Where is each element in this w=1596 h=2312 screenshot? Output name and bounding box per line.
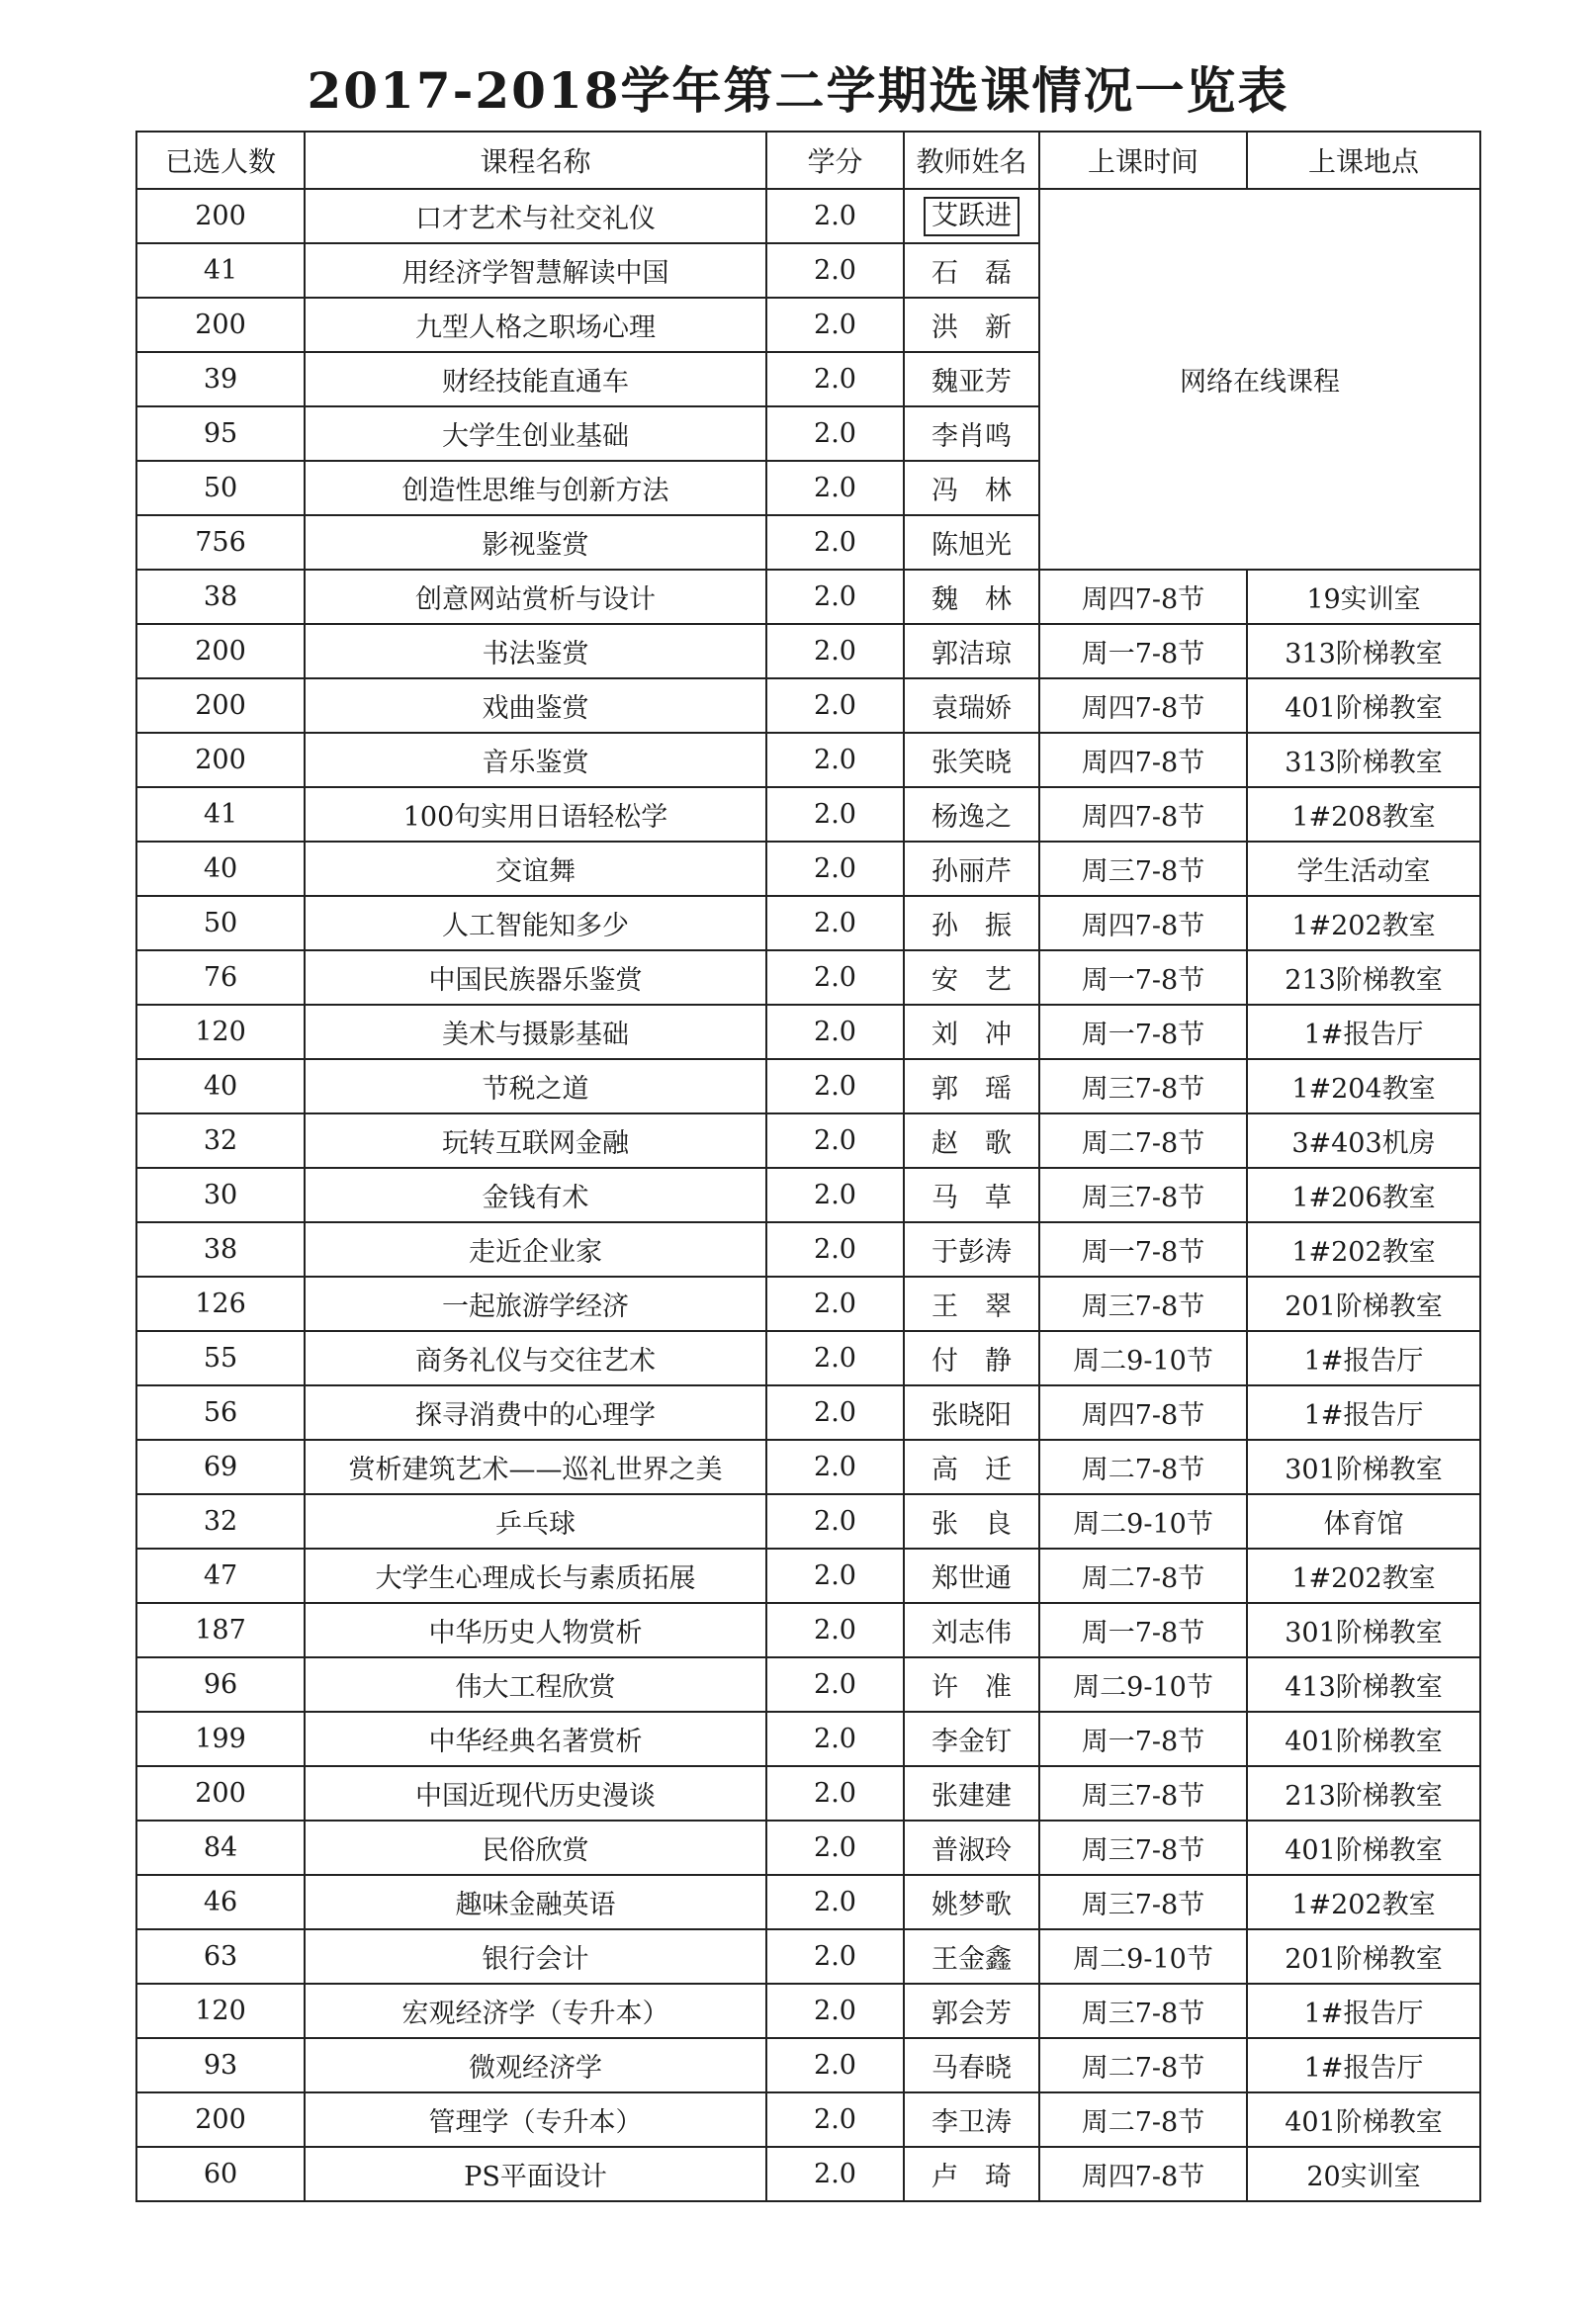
- selected-count-cell: 200: [136, 624, 305, 678]
- credit-cell: 2.0: [766, 624, 904, 678]
- table-row: [136, 1603, 1480, 1657]
- header-selected: 已选人数: [136, 132, 305, 189]
- table-row: [136, 1494, 1480, 1549]
- class-time-cell: 周一7-8节: [1039, 1005, 1247, 1059]
- teacher-name-cell: 王金鑫: [904, 1929, 1039, 1984]
- selected-count-cell: 50: [136, 896, 305, 950]
- credit-cell: 2.0: [766, 1494, 904, 1549]
- credit-cell: 2.0: [766, 842, 904, 896]
- credit-cell: 2.0: [766, 515, 904, 570]
- class-location-cell: 1#报告厅: [1247, 1005, 1480, 1059]
- class-location-cell: 19实训室: [1247, 570, 1480, 624]
- teacher-name-cell: 马 草: [904, 1168, 1039, 1222]
- header-teacher: 教师姓名: [904, 132, 1039, 189]
- course-name-cell: 微观经济学: [305, 2038, 766, 2092]
- table-row: [136, 950, 1480, 1005]
- class-location-cell: 1#202教室: [1247, 1222, 1480, 1277]
- selected-count-cell: 30: [136, 1168, 305, 1222]
- class-location-cell: 1#208教室: [1247, 787, 1480, 842]
- header-course: 课程名称: [305, 132, 766, 189]
- course-name-cell: PS平面设计: [305, 2147, 766, 2201]
- class-location-cell: 1#202教室: [1247, 1549, 1480, 1603]
- credit-cell: 2.0: [766, 1005, 904, 1059]
- class-time-cell: 周三7-8节: [1039, 1875, 1247, 1929]
- teacher-name-cell: 陈旭光: [904, 515, 1039, 570]
- course-name-cell: 商务礼仪与交往艺术: [305, 1331, 766, 1385]
- class-time-cell: 周二9-10节: [1039, 1657, 1247, 1712]
- course-name-cell: 口才艺术与社交礼仪: [305, 189, 766, 243]
- credit-cell: 2.0: [766, 1984, 904, 2038]
- course-name-cell: 影视鉴赏: [305, 515, 766, 570]
- class-time-cell: 周一7-8节: [1039, 1712, 1247, 1766]
- table-row: [136, 2038, 1480, 2092]
- course-name-cell: 民俗欣赏: [305, 1821, 766, 1875]
- class-time-cell: 周一7-8节: [1039, 1603, 1247, 1657]
- table-row: [136, 1222, 1480, 1277]
- teacher-name-cell: 安 艺: [904, 950, 1039, 1005]
- table-row: [136, 1113, 1480, 1168]
- selected-count-cell: 41: [136, 243, 305, 298]
- course-name-cell: 大学生创业基础: [305, 406, 766, 461]
- table-row: [136, 1168, 1480, 1222]
- course-name-cell: 走近企业家: [305, 1222, 766, 1277]
- teacher-name-cell: 卢 琦: [904, 2147, 1039, 2201]
- selected-count-cell: 756: [136, 515, 305, 570]
- teacher-name-cell: 郭洁琼: [904, 624, 1039, 678]
- class-location-cell: 3#403机房: [1247, 1113, 1480, 1168]
- course-name-cell: 玩转互联网金融: [305, 1113, 766, 1168]
- teacher-name-cell: 马春晓: [904, 2038, 1039, 2092]
- credit-cell: 2.0: [766, 896, 904, 950]
- class-location-cell: 201阶梯教室: [1247, 1929, 1480, 1984]
- class-location-cell: 1#202教室: [1247, 896, 1480, 950]
- teacher-name-cell: 张建建: [904, 1766, 1039, 1821]
- class-location-cell: 213阶梯教室: [1247, 1766, 1480, 1821]
- table-row: [136, 1712, 1480, 1766]
- selected-count-cell: 95: [136, 406, 305, 461]
- selected-count-cell: 40: [136, 1059, 305, 1113]
- table-row: [136, 1657, 1480, 1712]
- table-row: [136, 733, 1480, 787]
- course-table: [135, 131, 1481, 2202]
- credit-cell: 2.0: [766, 678, 904, 733]
- selected-count-cell: 120: [136, 1005, 305, 1059]
- selected-count-cell: 126: [136, 1277, 305, 1331]
- class-time-cell: 周一7-8节: [1039, 624, 1247, 678]
- course-name-cell: 探寻消费中的心理学: [305, 1385, 766, 1440]
- table-row: [136, 1005, 1480, 1059]
- table-row: [136, 2092, 1480, 2147]
- selected-count-cell: 38: [136, 570, 305, 624]
- selected-count-cell: 96: [136, 1657, 305, 1712]
- teacher-name-cell: 郭会芳: [904, 1984, 1039, 2038]
- class-time-cell: 周三7-8节: [1039, 842, 1247, 896]
- table-row: [136, 678, 1480, 733]
- selected-count-cell: 55: [136, 1331, 305, 1385]
- course-name-cell: 银行会计: [305, 1929, 766, 1984]
- table-body: [136, 189, 1480, 2201]
- table-row: [136, 1875, 1480, 1929]
- credit-cell: 2.0: [766, 1549, 904, 1603]
- class-location-cell: 体育馆: [1247, 1494, 1480, 1549]
- class-location-cell: 401阶梯教室: [1247, 1712, 1480, 1766]
- credit-cell: 2.0: [766, 1331, 904, 1385]
- class-location-cell: 学生活动室: [1247, 842, 1480, 896]
- selected-count-cell: 69: [136, 1440, 305, 1494]
- credit-cell: 2.0: [766, 243, 904, 298]
- teacher-name-boxed: 艾跃进: [924, 197, 1020, 236]
- selected-count-cell: 41: [136, 787, 305, 842]
- teacher-name-cell: 刘志伟: [904, 1603, 1039, 1657]
- credit-cell: 2.0: [766, 1440, 904, 1494]
- table-row: [136, 1385, 1480, 1440]
- teacher-name-cell: 孙 振: [904, 896, 1039, 950]
- teacher-name-cell: 于彭涛: [904, 1222, 1039, 1277]
- class-time-cell: 周四7-8节: [1039, 1385, 1247, 1440]
- class-location-cell: 401阶梯教室: [1247, 1821, 1480, 1875]
- class-time-cell: 周一7-8节: [1039, 1222, 1247, 1277]
- selected-count-cell: 76: [136, 950, 305, 1005]
- class-time-cell: 周四7-8节: [1039, 896, 1247, 950]
- course-name-cell: 趣味金融英语: [305, 1875, 766, 1929]
- class-location-cell: 1#报告厅: [1247, 2038, 1480, 2092]
- selected-count-cell: 84: [136, 1821, 305, 1875]
- class-time-cell: 周四7-8节: [1039, 733, 1247, 787]
- credit-cell: 2.0: [766, 1657, 904, 1712]
- credit-cell: 2.0: [766, 2147, 904, 2201]
- selected-count-cell: 38: [136, 1222, 305, 1277]
- course-name-cell: 一起旅游学经济: [305, 1277, 766, 1331]
- class-time-cell: 周三7-8节: [1039, 1821, 1247, 1875]
- selected-count-cell: 32: [136, 1494, 305, 1549]
- header-location: 上课地点: [1247, 132, 1480, 189]
- credit-cell: 2.0: [766, 787, 904, 842]
- course-name-cell: 金钱有术: [305, 1168, 766, 1222]
- class-location-cell: 413阶梯教室: [1247, 1657, 1480, 1712]
- class-time-cell: 周三7-8节: [1039, 1168, 1247, 1222]
- class-location-cell: 313阶梯教室: [1247, 624, 1480, 678]
- table-row: [136, 189, 1480, 243]
- table-row: [136, 1821, 1480, 1875]
- course-name-cell: 管理学（专升本）: [305, 2092, 766, 2147]
- class-location-cell: 1#204教室: [1247, 1059, 1480, 1113]
- credit-cell: 2.0: [766, 1821, 904, 1875]
- teacher-name-cell: 魏 林: [904, 570, 1039, 624]
- teacher-name-cell: 洪 新: [904, 298, 1039, 352]
- selected-count-cell: 120: [136, 1984, 305, 2038]
- class-time-cell: 周四7-8节: [1039, 787, 1247, 842]
- course-name-cell: 大学生心理成长与素质拓展: [305, 1549, 766, 1603]
- course-name-cell: 用经济学智慧解读中国: [305, 243, 766, 298]
- credit-cell: 2.0: [766, 570, 904, 624]
- credit-cell: 2.0: [766, 406, 904, 461]
- selected-count-cell: 50: [136, 461, 305, 515]
- credit-cell: 2.0: [766, 1168, 904, 1222]
- table-row: [136, 1984, 1480, 2038]
- class-time-cell: 周三7-8节: [1039, 1059, 1247, 1113]
- teacher-name-cell: 高 迁: [904, 1440, 1039, 1494]
- table-row: [136, 624, 1480, 678]
- course-name-cell: 乒乓球: [305, 1494, 766, 1549]
- teacher-name-cell: 郑世通: [904, 1549, 1039, 1603]
- class-location-cell: 1#报告厅: [1247, 1984, 1480, 2038]
- class-location-cell: 313阶梯教室: [1247, 733, 1480, 787]
- class-location-cell: 401阶梯教室: [1247, 678, 1480, 733]
- teacher-name-cell: 姚梦歌: [904, 1875, 1039, 1929]
- selected-count-cell: 200: [136, 678, 305, 733]
- selected-count-cell: 200: [136, 1766, 305, 1821]
- course-name-cell: 中华经典名著赏析: [305, 1712, 766, 1766]
- course-name-cell: 宏观经济学（专升本）: [305, 1984, 766, 2038]
- credit-cell: 2.0: [766, 1277, 904, 1331]
- selected-count-cell: 200: [136, 189, 305, 243]
- credit-cell: 2.0: [766, 2038, 904, 2092]
- class-time-cell: 周四7-8节: [1039, 2147, 1247, 2201]
- class-location-cell: 213阶梯教室: [1247, 950, 1480, 1005]
- credit-cell: 2.0: [766, 1712, 904, 1766]
- class-location-cell: 301阶梯教室: [1247, 1440, 1480, 1494]
- table-row: [136, 1549, 1480, 1603]
- teacher-name-cell: 李肖鸣: [904, 406, 1039, 461]
- class-time-cell: 周二9-10节: [1039, 1331, 1247, 1385]
- course-name-cell: 交谊舞: [305, 842, 766, 896]
- credit-cell: 2.0: [766, 1603, 904, 1657]
- course-name-cell: 中国近现代历史漫谈: [305, 1766, 766, 1821]
- course-name-cell: 九型人格之职场心理: [305, 298, 766, 352]
- course-name-cell: 节税之道: [305, 1059, 766, 1113]
- table-row: [136, 1440, 1480, 1494]
- credit-cell: 2.0: [766, 950, 904, 1005]
- teacher-name-cell: 孙丽芹: [904, 842, 1039, 896]
- teacher-name-cell: 张笑晓: [904, 733, 1039, 787]
- course-name-cell: 伟大工程欣赏: [305, 1657, 766, 1712]
- selected-count-cell: 187: [136, 1603, 305, 1657]
- table-row: [136, 2147, 1480, 2201]
- selected-count-cell: 32: [136, 1113, 305, 1168]
- teacher-name-cell: 袁瑞娇: [904, 678, 1039, 733]
- table-row: [136, 1331, 1480, 1385]
- credit-cell: 2.0: [766, 352, 904, 406]
- credit-cell: 2.0: [766, 189, 904, 243]
- teacher-name-cell: [904, 189, 1039, 243]
- class-time-cell: 周二9-10节: [1039, 1929, 1247, 1984]
- table-row: [136, 787, 1480, 842]
- credit-cell: 2.0: [766, 1875, 904, 1929]
- class-time-cell: 周二7-8节: [1039, 1440, 1247, 1494]
- header-time: 上课时间: [1039, 132, 1247, 189]
- class-time-cell: 周二7-8节: [1039, 2038, 1247, 2092]
- teacher-name-cell: 郭 瑶: [904, 1059, 1039, 1113]
- course-name-cell: 戏曲鉴赏: [305, 678, 766, 733]
- selected-count-cell: 60: [136, 2147, 305, 2201]
- course-name-cell: 100句实用日语轻松学: [305, 787, 766, 842]
- selected-count-cell: 199: [136, 1712, 305, 1766]
- course-name-cell: 音乐鉴赏: [305, 733, 766, 787]
- online-course-cell: 网络在线课程: [1039, 189, 1480, 570]
- selected-count-cell: 200: [136, 298, 305, 352]
- course-name-cell: 人工智能知多少: [305, 896, 766, 950]
- class-location-cell: 20实训室: [1247, 2147, 1480, 2201]
- teacher-name-cell: 刘 冲: [904, 1005, 1039, 1059]
- class-location-cell: 301阶梯教室: [1247, 1603, 1480, 1657]
- credit-cell: 2.0: [766, 1113, 904, 1168]
- class-location-cell: 401阶梯教室: [1247, 2092, 1480, 2147]
- course-name-cell: 中国民族器乐鉴赏: [305, 950, 766, 1005]
- teacher-name-cell: 李金钉: [904, 1712, 1039, 1766]
- teacher-name-cell: 石 磊: [904, 243, 1039, 298]
- table-row: [136, 1059, 1480, 1113]
- selected-count-cell: 200: [136, 733, 305, 787]
- teacher-name-cell: 许 准: [904, 1657, 1039, 1712]
- header-credit: 学分: [766, 132, 904, 189]
- credit-cell: 2.0: [766, 1222, 904, 1277]
- selected-count-cell: 40: [136, 842, 305, 896]
- class-time-cell: 周二7-8节: [1039, 1549, 1247, 1603]
- course-name-cell: 赏析建筑艺术——巡礼世界之美: [305, 1440, 766, 1494]
- class-time-cell: 周一7-8节: [1039, 950, 1247, 1005]
- class-time-cell: 周二7-8节: [1039, 1113, 1247, 1168]
- class-time-cell: 周四7-8节: [1039, 678, 1247, 733]
- teacher-name-cell: 张 良: [904, 1494, 1039, 1549]
- class-location-cell: 1#206教室: [1247, 1168, 1480, 1222]
- credit-cell: 2.0: [766, 733, 904, 787]
- course-name-cell: 创意网站赏析与设计: [305, 570, 766, 624]
- selected-count-cell: 93: [136, 2038, 305, 2092]
- teacher-name-cell: 冯 林: [904, 461, 1039, 515]
- teacher-name-cell: 王 翠: [904, 1277, 1039, 1331]
- teacher-name-cell: 付 静: [904, 1331, 1039, 1385]
- table-row: [136, 896, 1480, 950]
- selected-count-cell: 47: [136, 1549, 305, 1603]
- selected-count-cell: 39: [136, 352, 305, 406]
- table-row: [136, 1929, 1480, 1984]
- table-row: [136, 1766, 1480, 1821]
- class-time-cell: 周二7-8节: [1039, 2092, 1247, 2147]
- teacher-name-cell: 李卫涛: [904, 2092, 1039, 2147]
- course-name-cell: 中华历史人物赏析: [305, 1603, 766, 1657]
- credit-cell: 2.0: [766, 1059, 904, 1113]
- class-location-cell: 1#202教室: [1247, 1875, 1480, 1929]
- class-location-cell: 1#报告厅: [1247, 1385, 1480, 1440]
- class-time-cell: 周三7-8节: [1039, 1277, 1247, 1331]
- teacher-name-cell: 魏亚芳: [904, 352, 1039, 406]
- class-time-cell: 周二9-10节: [1039, 1494, 1247, 1549]
- teacher-name-cell: 普淑玲: [904, 1821, 1039, 1875]
- credit-cell: 2.0: [766, 1929, 904, 1984]
- header-row: [136, 132, 1480, 189]
- class-location-cell: 1#报告厅: [1247, 1331, 1480, 1385]
- course-name-cell: 美术与摄影基础: [305, 1005, 766, 1059]
- page-title: 2017-2018学年第二学期选课情况一览表: [307, 61, 1289, 120]
- table-row: [136, 570, 1480, 624]
- credit-cell: 2.0: [766, 1766, 904, 1821]
- selected-count-cell: 63: [136, 1929, 305, 1984]
- selected-count-cell: 46: [136, 1875, 305, 1929]
- table-row: [136, 842, 1480, 896]
- credit-cell: 2.0: [766, 461, 904, 515]
- class-time-cell: 周四7-8节: [1039, 570, 1247, 624]
- selected-count-cell: 200: [136, 2092, 305, 2147]
- course-name-cell: 财经技能直通车: [305, 352, 766, 406]
- course-name-cell: 创造性思维与创新方法: [305, 461, 766, 515]
- course-name-cell: 书法鉴赏: [305, 624, 766, 678]
- teacher-name-cell: 杨逸之: [904, 787, 1039, 842]
- credit-cell: 2.0: [766, 298, 904, 352]
- class-time-cell: 周三7-8节: [1039, 1766, 1247, 1821]
- teacher-name-cell: 赵 歌: [904, 1113, 1039, 1168]
- selected-count-cell: 56: [136, 1385, 305, 1440]
- table-row: [136, 1277, 1480, 1331]
- class-time-cell: 周三7-8节: [1039, 1984, 1247, 2038]
- class-location-cell: 201阶梯教室: [1247, 1277, 1480, 1331]
- credit-cell: 2.0: [766, 1385, 904, 1440]
- teacher-name-cell: 张晓阳: [904, 1385, 1039, 1440]
- credit-cell: 2.0: [766, 2092, 904, 2147]
